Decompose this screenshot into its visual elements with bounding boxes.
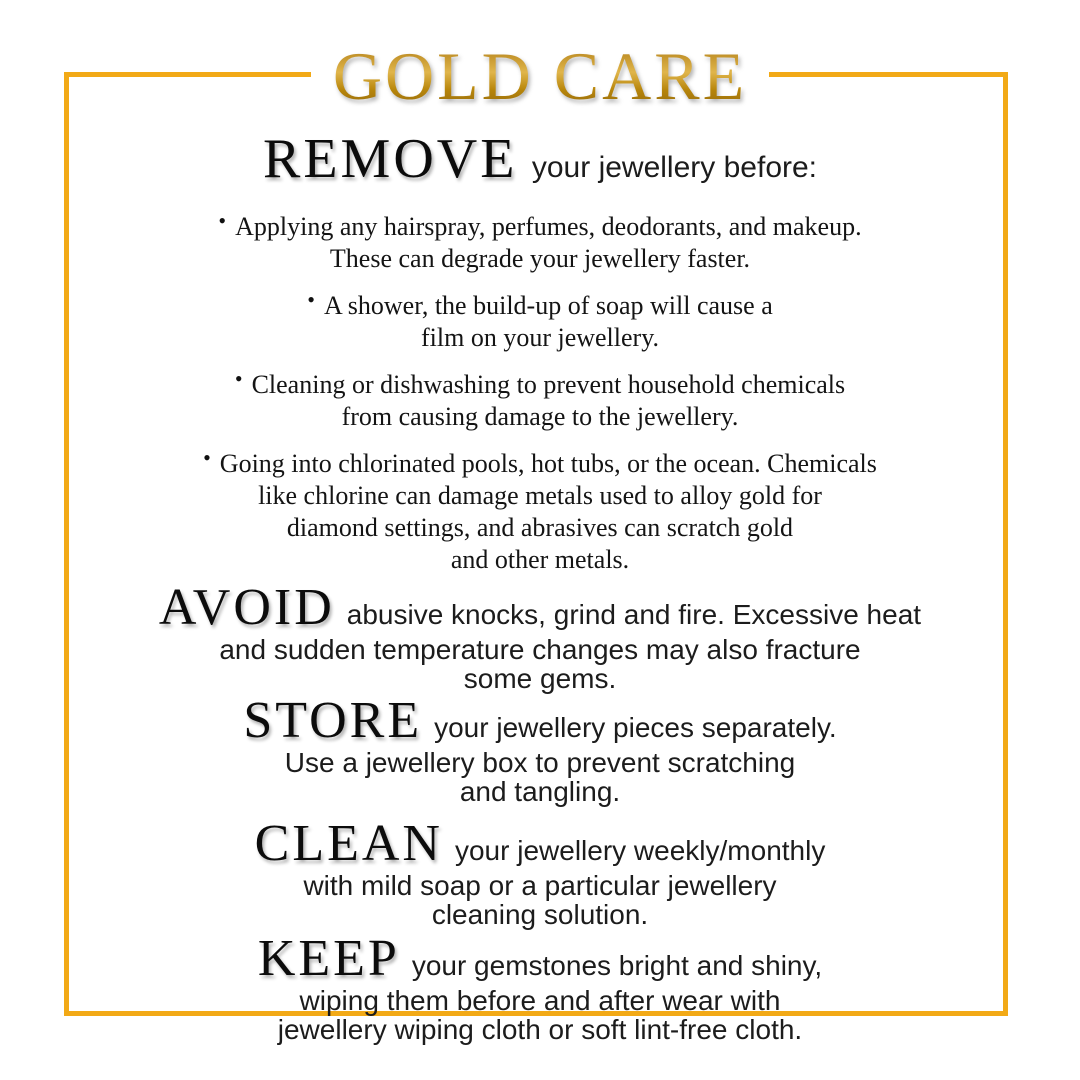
section-line: wiping them before and after wear with [299, 985, 781, 1016]
section-first-line [90, 692, 990, 749]
bullet-dot-icon: • [307, 287, 315, 312]
remove-heading-intro: your jewellery before: [531, 151, 818, 184]
bullet-dot-icon: • [203, 445, 211, 470]
bullet-line: diamond settings, and abrasives can scratch gold [286, 513, 794, 542]
bullet-line [90, 363, 990, 401]
bullet-dot-icon: • [218, 208, 227, 233]
remove-heading-word: REMOVE [262, 128, 518, 190]
section-line: and tangling. [459, 776, 621, 807]
section-first-line [90, 930, 990, 987]
section-text: your jewellery pieces separately. [434, 712, 837, 743]
section-line: jewellery wiping cloth or soft lint-free cloth. [277, 1014, 803, 1045]
bullet-line [90, 284, 990, 322]
section-text: abusive knocks, grind and fire. Excessive heat [346, 599, 922, 630]
bullet-dot-icon: • [234, 366, 243, 391]
bullet-text: Going into chlorinated pools, hot tubs, or the ocean. Chemicals [219, 449, 877, 478]
section-remove-heading [90, 128, 990, 193]
section-text: your gemstones bright and shiny, [411, 950, 823, 981]
bullet-text: A shower, the build-up of soap will cause a [323, 291, 773, 320]
section-line: with mild soap or a particular jewellery [303, 870, 777, 901]
section-clean [90, 815, 990, 930]
store-heading-word: STORE [243, 692, 423, 749]
bullet-text: Cleaning or dishwashing to prevent household chemicals [251, 370, 846, 399]
section-text: your jewellery weekly/monthly [454, 835, 826, 866]
section-first-line [90, 815, 990, 872]
bullet-text: Applying any hairspray, perfumes, deodorants, and makeup. [235, 212, 862, 241]
title-row [0, 40, 1080, 112]
clean-heading-word: CLEAN [254, 815, 443, 872]
section-keep [90, 930, 990, 1045]
section-avoid [90, 579, 990, 694]
content-column [90, 118, 990, 1044]
bullet-line: like chlorine can damage metals used to alloy gold for [258, 481, 822, 510]
section-store [90, 692, 990, 807]
bullet-item-hairspray [90, 205, 990, 275]
bullet-item-pools [90, 442, 990, 576]
page-title-plate [311, 40, 769, 112]
bullet-line [90, 442, 990, 480]
remove-bullet-list [90, 205, 990, 576]
section-line: and sudden temperature changes may also fracture [219, 634, 861, 665]
section-line: Use a jewellery box to prevent scratching [284, 747, 796, 778]
section-line: some gems. [463, 663, 617, 694]
bullet-line: film on your jewellery. [420, 323, 660, 352]
section-first-line [90, 579, 990, 636]
section-line: cleaning solution. [431, 899, 649, 930]
page-title: GOLD CARE [332, 38, 748, 114]
bullet-line: These can degrade your jewellery faster. [329, 244, 751, 273]
bullet-line [90, 205, 990, 243]
bullet-item-cleaning [90, 363, 990, 433]
bullet-item-shower [90, 284, 990, 354]
bullet-line: and other metals. [450, 545, 630, 574]
keep-heading-word: KEEP [257, 930, 400, 987]
bullet-line: from causing damage to the jewellery. [341, 402, 739, 431]
avoid-heading-word: AVOID [158, 579, 335, 636]
